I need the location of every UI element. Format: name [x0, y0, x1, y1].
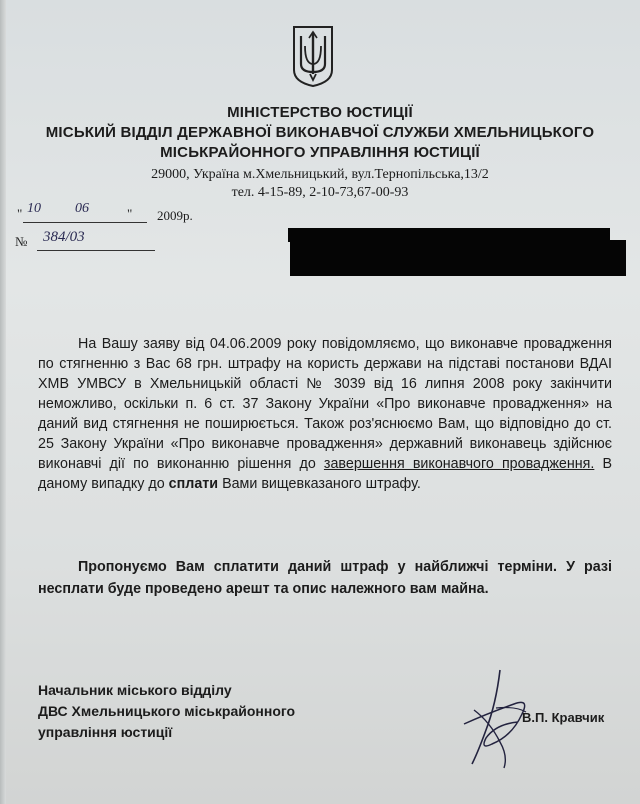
body-bold-text: сплати	[168, 476, 219, 492]
number-underline	[37, 250, 155, 251]
trident-icon	[291, 24, 335, 88]
date-underline	[23, 222, 147, 223]
date-close-quote: "	[127, 206, 133, 221]
date-day: 10	[27, 201, 41, 216]
body-underlined-text: завершення виконавчого провадження.	[323, 456, 595, 472]
signatory-title-3: управління юстиції	[38, 724, 173, 740]
letter-number	[15, 230, 145, 252]
signatory-name: В.П. Кравчик	[522, 710, 605, 725]
ministry-name: МІНІСТЕРСТВО ЮСТИЦІЇ	[227, 104, 413, 121]
signatory-title-1: Начальник міського відділу	[38, 682, 232, 698]
body-text-part: Вами вищевказаного штрафу.	[218, 476, 421, 492]
number-value: 384/03	[43, 229, 85, 245]
page-fold-shadow	[0, 0, 6, 804]
phone-numbers: тел. 4-15-89, 2-10-73,67-00-93	[231, 185, 409, 200]
letter-body	[38, 334, 612, 494]
signatory-title-2: ДВС Хмельницького міськрайонного	[38, 703, 296, 719]
postal-address: 29000, Україна м.Хмельницький, вул.Тернопільська,13/2	[151, 167, 489, 182]
payment-offer	[38, 556, 612, 600]
letter-date	[15, 201, 193, 226]
signatory-block	[38, 680, 368, 743]
department-name: МІСЬКИЙ ВІДДІЛ ДЕРЖАВНОЇ ВИКОНАВЧОЇ СЛУЖБИ ХМЕЛЬНИЦЬКОГО	[45, 124, 595, 141]
date-month: 06	[75, 201, 89, 216]
offer-paragraph: Пропонуємо Вам сплатити даний штраф у найближчі терміни. У разі несплати буде проведено арешт та опис належного вам майна.	[38, 559, 612, 597]
date-year: 2009р.	[157, 208, 193, 223]
body-text-part: На Вашу заяву від 04.06.2009 року повідомляємо, що виконавче провадження по стягненню з Вас 68 грн. штрафу на користь держави на підставі постанови ВДАІ ХМВ УМВСУ в Хмельницькій області № 3039 від 16 липня 2008 року закінчити неможливо, оскільки п. 6 ст. 37 Закону України «Про виконавче провадження» на даний вид стягнення не поширюється. Також роз'яснюємо Вам, що відповідно до ст. 25 Закону України «Про виконавче провадження» державний виконавець здійснює виконавчі дії по виконанню рішення до	[38, 336, 612, 472]
department-name-cont: МІСЬКРАЙОННОГО УПРАВЛІННЯ ЮСТИЦІЇ	[160, 144, 480, 161]
number-sign: №	[15, 234, 28, 249]
redacted-recipient-address	[290, 240, 626, 276]
date-open-quote: "	[17, 206, 23, 221]
body-text-part: В даному випадку до	[38, 456, 612, 492]
body-paragraph	[38, 334, 612, 494]
